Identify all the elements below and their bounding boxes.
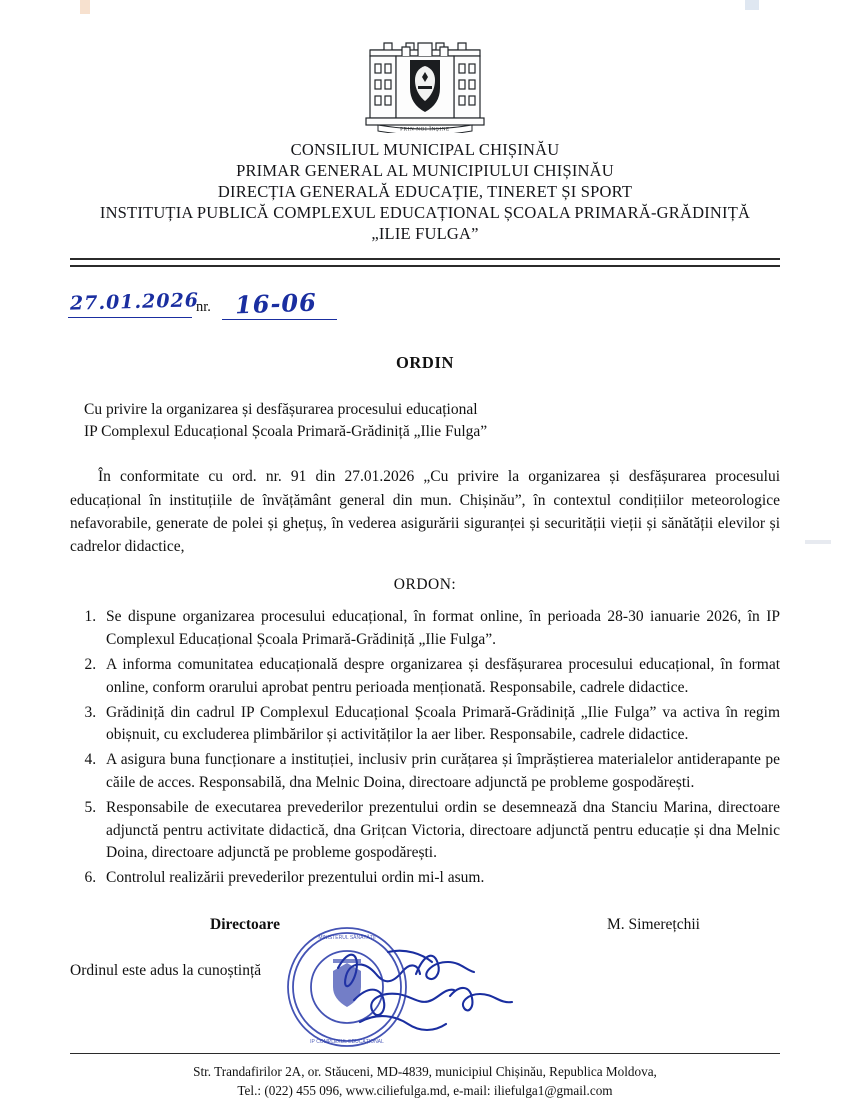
list-item: 3. Grădiniță din cadrul IP Complexul Educațional Școala Primară-Grădiniță „Ilie Fulga” va activa în regim obișnuit, cu excluderea plimbărilor și activităților la aer liber. Responsabile, cadrele didactice. <box>100 702 780 748</box>
signatory-name: M. Simerețchii <box>607 915 700 933</box>
subject-line-1: Cu privire la organizarea și desfășurarea procesului educațional <box>84 400 478 418</box>
number-underline <box>222 319 337 320</box>
handwritten-signature <box>330 930 590 1040</box>
subject-line-2: IP Complexul Educațional Școala Primară-Grădiniță „Ilie Fulga” <box>84 423 488 441</box>
intro-paragraph: În conformitate cu ord. nr. 91 din 27.01.2026 „Cu privire la organizarea și desfășurarea procesului educațional în instituțiile de învățământ general din mun. Chișinău”, în contextul condițiilor meteorologice nefavorabile, generate de polei și ghețuș, în vederea asigurării siguranței și securității vieții și sănătății elevilor și cadrelor didactice, <box>70 468 780 556</box>
coat-of-arms-container <box>70 0 780 133</box>
number-label: nr. <box>196 298 211 315</box>
institution-header <box>70 139 780 245</box>
list-item: 6. Controlul realizării prevederilor prezentului ordin mi-l asum. <box>100 867 780 890</box>
scan-artifact-right-edge <box>805 540 831 544</box>
footer-contact: Tel.: (022) 455 096, www.ciliefulga.md, e-mail: iliefulga1@gmail.com <box>237 1082 613 1098</box>
acknowledgement-line: Ordinul este adus la cunoștință <box>70 961 262 979</box>
footer-address: Str. Trandafirilor 2A, or. Stăuceni, MD-4839, municipiul Chișinău, Republica Moldova, <box>193 1063 657 1079</box>
dateline <box>69 287 780 329</box>
coat-of-arms-icon <box>350 28 500 133</box>
document-date-handwritten: 27.01.2026 <box>69 288 200 315</box>
ordon-label: ORDON: <box>393 576 457 594</box>
signatory-role: Directoare <box>210 915 280 933</box>
document-number-handwritten: 16-06 <box>234 287 318 319</box>
footer-divider <box>70 1053 780 1054</box>
header-line-council: CONSILIUL MUNICIPAL CHIȘINĂU <box>290 140 560 159</box>
document-subject <box>84 399 780 444</box>
header-line-directorate: DIRECȚIA GENERALĂ EDUCAȚIE, TINERET ȘI SPORT <box>217 182 633 202</box>
list-item: 1. Se dispune organizarea procesului educațional, în format online, în perioada 28-30 ianuarie 2026, în IP Complexul Educațional Școala Primară-Grădiniță „Ilie Fulga”. <box>100 606 780 652</box>
header-line-institution: INSTITUȚIA PUBLICĂ COMPLEXUL EDUCAȚIONAL ȘCOALA PRIMARĂ-GRĂDINIȚĂ <box>99 203 751 223</box>
signature-row <box>70 916 780 946</box>
header-line-school-name: „ILIE FULGA” <box>371 224 479 244</box>
header-line-mayor: PRIMAR GENERAL AL MUNICIPIULUI CHIȘINĂU <box>236 161 614 181</box>
list-item: 4. A asigura buna funcționare a instituției, inclusiv prin curățarea și împrăștierea materialelor antiderapante pe căile de acces. Responsabilă, dna Melnic Doina, directoare adjunctă pe probleme gospodărești. <box>100 749 780 795</box>
document-title: ORDIN <box>395 352 454 372</box>
svg-text:MINISTERUL SĂNĂTĂȚII: MINISTERUL SĂNĂTĂȚII <box>318 935 376 941</box>
document-footer <box>70 1053 780 1100</box>
list-item: 2. A informa comunitatea educațională despre organizarea și desfășurarea procesului educațional, în format online, conform orarului aprobat pentru perioada menționată. Responsabile, cadrele didactice. <box>100 654 780 700</box>
list-item: 5. Responsabile de executarea prevederilor prezentului ordin se desemnează dna Stanciu Marina, directoare adjunctă pentru activitate didactică, dna Grițcan Victoria, directoare adjunctă pentru educație și dna Melnic Doina, directoare adjunctă pe probleme gospodărești. <box>100 797 780 865</box>
svg-text:IP COMPLEXUL EDUCAȚIONAL: IP COMPLEXUL EDUCAȚIONAL <box>310 1039 384 1045</box>
svg-text:PRIN NOI ÎNȘINE: PRIN NOI ÎNȘINE <box>400 126 450 133</box>
header-divider <box>70 258 780 267</box>
order-items-list <box>70 606 780 889</box>
date-underline <box>68 317 192 318</box>
